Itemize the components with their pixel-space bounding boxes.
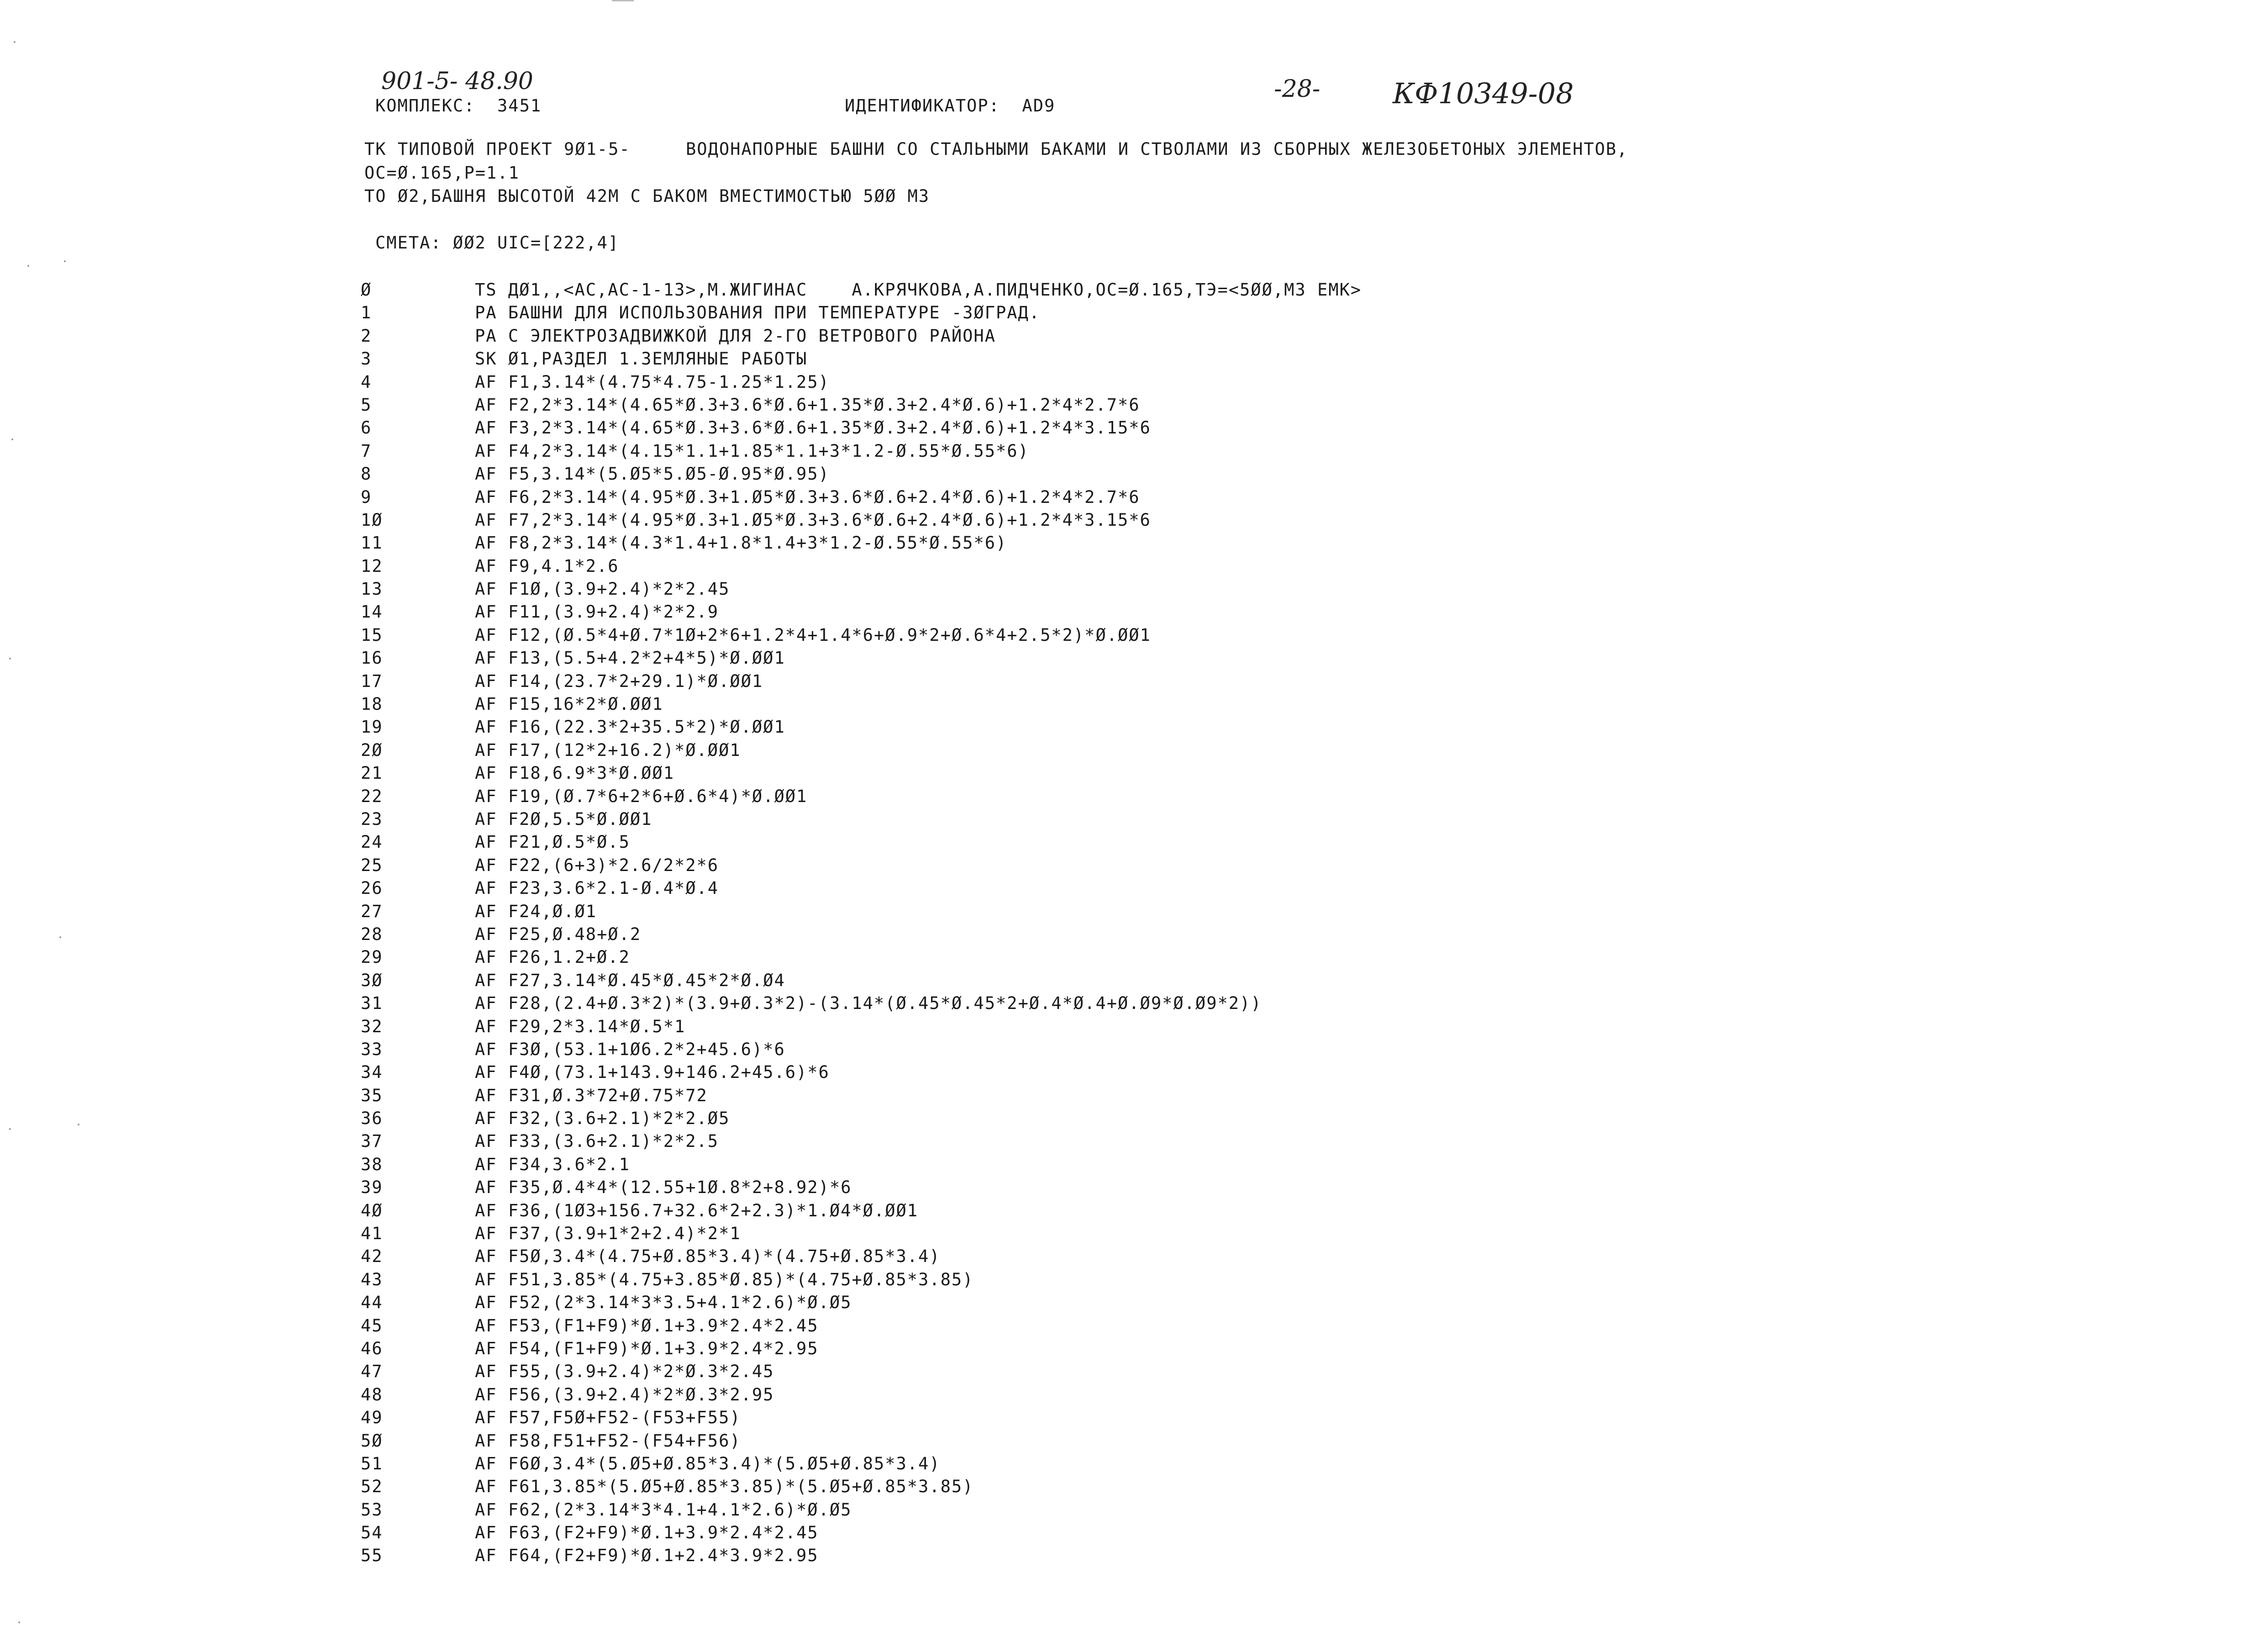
line-number: 5 — [361, 395, 372, 415]
line-number: 12 — [361, 556, 383, 576]
line-number: 21 — [361, 763, 383, 783]
line-code: AF F4Ø,(73.1+143.9+146.2+45.6)*6 — [475, 1062, 830, 1083]
line-number: 45 — [361, 1315, 383, 1336]
line-number: 17 — [361, 671, 383, 691]
line-code: РА С ЭЛЕКТРОЗАДВИЖКОЙ ДЛЯ 2-ГО ВЕТРОВОГО РАЙОНА — [475, 326, 996, 346]
line-number: 53 — [361, 1500, 383, 1520]
scan-speck — [9, 1128, 11, 1130]
line-code: AF F62,(2*3.14*3*4.1+4.1*2.6)*Ø.Ø5 — [475, 1500, 852, 1520]
line-number: 22 — [361, 786, 383, 806]
line-code: AF F34,3.6*2.1 — [475, 1154, 630, 1174]
scan-speck — [18, 1621, 20, 1623]
line-number: 2 — [361, 326, 372, 346]
line-code: SK Ø1,РАЗДЕЛ 1.ЗЕМЛЯНЫЕ РАБОТЫ — [475, 349, 808, 369]
line-code: AF F8,2*3.14*(4.3*1.4+1.8*1.4+3*1.2-Ø.55*Ø.55*6) — [475, 533, 1007, 553]
line-number: 6 — [361, 418, 372, 438]
scan-speck — [78, 1124, 79, 1125]
line-number: 36 — [361, 1109, 383, 1129]
line-number: 9 — [361, 487, 372, 507]
line-code: AF F32,(3.6+2.1)*2*2.Ø5 — [475, 1109, 730, 1129]
line-number: 44 — [361, 1293, 383, 1313]
line-number: 51 — [361, 1453, 383, 1473]
line-code: AF F5Ø,3.4*(4.75+Ø.85*3.4)*(4.75+Ø.85*3.4) — [475, 1246, 941, 1267]
line-code: AF F6,2*3.14*(4.95*Ø.3+1.Ø5*Ø.3+3.6*Ø.6+2.4*Ø.6)+1.2*4*2.7*6 — [475, 487, 1140, 507]
line-code: AF F53,(F1+F9)*Ø.1+3.9*2.4*2.45 — [475, 1315, 819, 1336]
line-number: 7 — [361, 441, 372, 461]
line-number: 4 — [361, 372, 372, 392]
line-number: 19 — [361, 717, 383, 737]
line-number: 3 — [361, 349, 372, 369]
object-description-line: ТО Ø2,БАШНЯ ВЫСОТОЙ 42М С БАКОМ ВМЕСТИМОСТЬЮ 5ØØ М3 — [364, 186, 930, 206]
line-code: AF F31,Ø.3*72+Ø.75*72 — [475, 1085, 708, 1105]
line-number: 14 — [361, 602, 383, 622]
line-code: AF F64,(F2+F9)*Ø.1+2.4*3.9*2.95 — [475, 1546, 819, 1566]
line-number: 35 — [361, 1085, 383, 1105]
line-code: AF F11,(3.9+2.4)*2*2.9 — [475, 602, 719, 622]
line-code: AF F22,(6+3)*2.6/2*2*6 — [475, 855, 719, 875]
line-code: AF F58,F51+F52-(F54+F56) — [475, 1431, 741, 1451]
line-number: 26 — [361, 878, 383, 898]
line-number: 34 — [361, 1062, 383, 1083]
line-number: 15 — [361, 625, 383, 645]
line-code: AF F21,Ø.5*Ø.5 — [475, 832, 630, 852]
line-code: AF F4,2*3.14*(4.15*1.1+1.85*1.1+3*1.2-Ø.55*Ø.55*6) — [475, 441, 1029, 461]
line-number: 47 — [361, 1362, 383, 1382]
line-code: AF F37,(3.9+1*2+2.4)*2*1 — [475, 1224, 741, 1244]
line-code: AF F57,F5Ø+F52-(F53+F55) — [475, 1408, 741, 1428]
line-number: 41 — [361, 1224, 383, 1244]
line-number: 4Ø — [361, 1200, 383, 1220]
line-number: 33 — [361, 1039, 383, 1059]
line-code: AF F63,(F2+F9)*Ø.1+3.9*2.4*2.45 — [475, 1523, 819, 1543]
line-number: 25 — [361, 855, 383, 875]
line-number: 55 — [361, 1546, 383, 1566]
line-number: 39 — [361, 1178, 383, 1198]
scan-speck — [27, 265, 29, 267]
line-number: 37 — [361, 1131, 383, 1151]
identifier-label: ИДЕНТИФИКАТОР: AD9 — [845, 96, 1056, 116]
line-code: AF F35,Ø.4*4*(12.55+1Ø.8*2+8.92)*6 — [475, 1178, 852, 1198]
line-code: AF F3Ø,(53.1+1Ø6.2*2+45.6)*6 — [475, 1039, 785, 1059]
line-number: 13 — [361, 579, 383, 599]
estimate-label: СМЕТА: ØØ2 UIC=[222,4] — [375, 233, 620, 253]
line-code: AF F5,3.14*(5.Ø5*5.Ø5-Ø.95*Ø.95) — [475, 464, 830, 484]
line-number: 1Ø — [361, 510, 383, 530]
project-params-line: ОС=Ø.165,Р=1.1 — [364, 163, 520, 183]
line-code: AF F51,3.85*(4.75+3.85*Ø.85)*(4.75+Ø.85*3.85) — [475, 1269, 974, 1289]
line-number: 52 — [361, 1477, 383, 1497]
line-number: 3Ø — [361, 970, 383, 990]
line-code: AF F36,(1Ø3+156.7+32.6*2+2.3)*1.Ø4*Ø.ØØ1 — [475, 1200, 919, 1220]
line-number: 32 — [361, 1016, 383, 1036]
line-number: 18 — [361, 694, 383, 714]
line-number: 8 — [361, 464, 372, 484]
line-code: AF F15,16*2*Ø.ØØ1 — [475, 694, 663, 714]
line-code: AF F3,2*3.14*(4.65*Ø.3+3.6*Ø.6+1.35*Ø.3+2.4*Ø.6)+1.2*4*3.15*6 — [475, 418, 1151, 438]
line-number: Ø — [361, 280, 372, 300]
line-number: 16 — [361, 648, 383, 668]
line-code: AF F28,(2.4+Ø.3*2)*(3.9+Ø.3*2)-(3.14*(Ø.45*Ø.45*2+Ø.4*Ø.4+Ø.Ø9*Ø.Ø9*2)) — [475, 993, 1262, 1014]
line-code: AF F12,(Ø.5*4+Ø.7*1Ø+2*6+1.2*4+1.4*6+Ø.9*2+Ø.6*4+2.5*2)*Ø.ØØ1 — [475, 625, 1151, 645]
line-code: AF F2,2*3.14*(4.65*Ø.3+3.6*Ø.6+1.35*Ø.3+2.4*Ø.6)+1.2*4*2.7*6 — [475, 395, 1140, 415]
line-code: AF F14,(23.7*2+29.1)*Ø.ØØ1 — [475, 671, 763, 691]
scan-mark — [612, 0, 634, 1]
line-code: AF F27,3.14*Ø.45*Ø.45*2*Ø.Ø4 — [475, 970, 785, 990]
line-code: AF F1Ø,(3.9+2.4)*2*2.45 — [475, 579, 730, 599]
line-code: AF F17,(12*2+16.2)*Ø.ØØ1 — [475, 740, 741, 760]
project-title-line: ТК ТИПОВОЙ ПРОЕКТ 9Ø1-5- ВОДОНАПОРНЫЕ БАШНИ СО СТАЛЬНЫМИ БАКАМИ И СТВОЛАМИ ИЗ СБОРНЫХ ЖЕЛЕЗОБЕТОНЫХ ЭЛЕМЕНТОВ, — [364, 139, 1628, 159]
line-code: AF F56,(3.9+2.4)*2*Ø.3*2.95 — [475, 1384, 774, 1405]
line-number: 31 — [361, 993, 383, 1014]
handwritten-page-number: -28- — [1274, 75, 1321, 103]
line-number: 2Ø — [361, 740, 383, 760]
scan-speck — [14, 41, 16, 43]
line-code: AF F6Ø,3.4*(5.Ø5+Ø.85*3.4)*(5.Ø5+Ø.85*3.4) — [475, 1453, 941, 1473]
line-code: РА БАШНИ ДЛЯ ИСПОЛЬЗОВАНИЯ ПРИ ТЕМПЕРАТУРЕ -3ØГРАД. — [475, 303, 1041, 323]
handwritten-project-code: 901-5- 48.90 — [381, 68, 533, 95]
line-code: AF F25,Ø.48+Ø.2 — [475, 924, 642, 944]
line-code: AF F26,1.2+Ø.2 — [475, 947, 630, 967]
line-code: AF F29,2*3.14*Ø.5*1 — [475, 1016, 686, 1036]
line-number: 27 — [361, 901, 383, 921]
scan-speck — [9, 658, 11, 660]
scan-speck — [64, 260, 66, 262]
handwritten-document-number: КФ10349-08 — [1393, 77, 1574, 110]
line-code: AF F9,4.1*2.6 — [475, 556, 619, 576]
scan-speck — [11, 438, 13, 440]
line-code: AF F16,(22.3*2+35.5*2)*Ø.ØØ1 — [475, 717, 785, 737]
line-number: 28 — [361, 924, 383, 944]
line-code: AF F13,(5.5+4.2*2+4*5)*Ø.ØØ1 — [475, 648, 785, 668]
line-number: 46 — [361, 1338, 383, 1358]
line-code: AF F19,(Ø.7*6+2*6+Ø.6*4)*Ø.ØØ1 — [475, 786, 808, 806]
line-number: 24 — [361, 832, 383, 852]
line-number: 38 — [361, 1154, 383, 1174]
line-code: AF F2Ø,5.5*Ø.ØØ1 — [475, 809, 653, 829]
line-number: 54 — [361, 1523, 383, 1543]
line-number: 48 — [361, 1384, 383, 1405]
line-number: 29 — [361, 947, 383, 967]
line-code: AF F54,(F1+F9)*Ø.1+3.9*2.4*2.95 — [475, 1338, 819, 1358]
complex-label: КОМПЛЕКС: 3451 — [375, 96, 542, 116]
line-code: AF F55,(3.9+2.4)*2*Ø.3*2.45 — [475, 1362, 774, 1382]
line-code: AF F61,3.85*(5.Ø5+Ø.85*3.85)*(5.Ø5+Ø.85*3.85) — [475, 1477, 974, 1497]
line-number: 43 — [361, 1269, 383, 1289]
line-code: AF F1,3.14*(4.75*4.75-1.25*1.25) — [475, 372, 830, 392]
line-code: AF F33,(3.6+2.1)*2*2.5 — [475, 1131, 719, 1151]
line-number: 5Ø — [361, 1431, 383, 1451]
line-number: 1 — [361, 303, 372, 323]
line-number: 42 — [361, 1246, 383, 1267]
line-code: TS ДØ1,,<АС,АС-1-13>,М.ЖИГИНАС А.КРЯЧКОВА,А.ПИДЧЕНКО,ОС=Ø.165,ТЭ=<5ØØ,М3 ЕМК> — [475, 280, 1362, 300]
line-code: AF F7,2*3.14*(4.95*Ø.3+1.Ø5*Ø.3+3.6*Ø.6+2.4*Ø.6)+1.2*4*3.15*6 — [475, 510, 1151, 530]
line-code: AF F18,6.9*3*Ø.ØØ1 — [475, 763, 674, 783]
line-number: 11 — [361, 533, 383, 553]
line-code: AF F52,(2*3.14*3*3.5+4.1*2.6)*Ø.Ø5 — [475, 1293, 852, 1313]
line-number: 49 — [361, 1408, 383, 1428]
scan-speck — [59, 936, 61, 938]
line-code: AF F23,3.6*2.1-Ø.4*Ø.4 — [475, 878, 719, 898]
line-number: 23 — [361, 809, 383, 829]
line-code: AF F24,Ø.Ø1 — [475, 901, 597, 921]
